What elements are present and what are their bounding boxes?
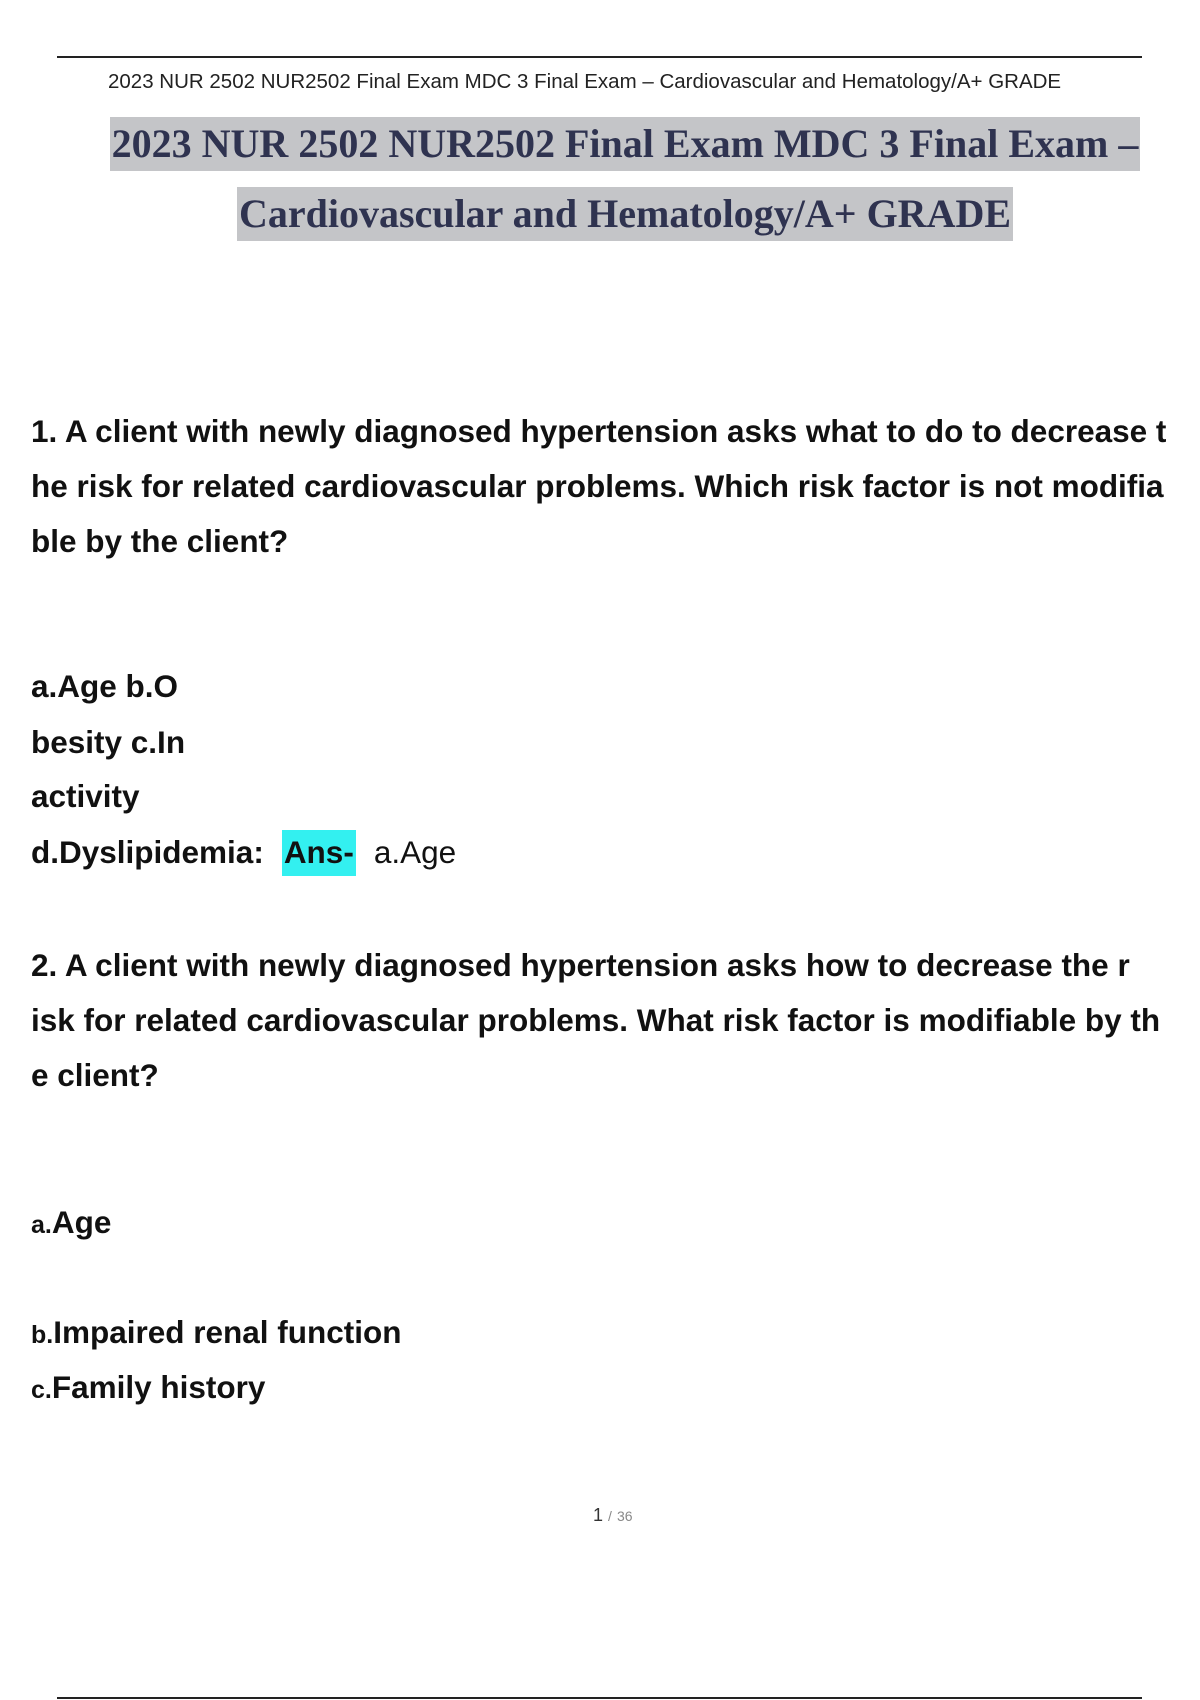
footer-rule	[57, 1697, 1142, 1699]
title-highlight: Cardiovascular and Hematology/A+ GRADE	[237, 187, 1013, 241]
question-text-line: 2. A client with newly diagnosed hypertension asks how to decrease the r	[31, 947, 1130, 983]
title-highlight: 2023 NUR 2502 NUR2502 Final Exam MDC 3 Final Exam –	[110, 117, 1141, 171]
option-prefix: b.	[31, 1321, 54, 1349]
option-prefix: a.	[31, 1211, 52, 1239]
page-separator: /	[608, 1508, 612, 1524]
question-1-answer-line	[31, 834, 457, 870]
answer-value: a.Age	[373, 834, 457, 870]
header-rule	[57, 56, 1142, 58]
option-text: Impaired renal function	[53, 1314, 402, 1350]
option-d-text: d.Dyslipidemia:	[31, 834, 264, 870]
running-header: 2023 NUR 2502 NUR2502 Final Exam MDC 3 Final Exam – Cardiovascular and Hematology/A+ GRADE	[108, 70, 1062, 93]
question-2-option-b	[31, 1314, 402, 1350]
answer-label: Ans-	[282, 830, 356, 876]
question-text-line: ble by the client?	[31, 523, 289, 559]
document-title-line-1	[0, 121, 1200, 166]
question-text-line: 1. A client with newly diagnosed hypertension asks what to do to decrease t	[31, 413, 1167, 449]
page-number	[593, 1505, 633, 1526]
page-total: 36	[616, 1508, 633, 1524]
option-text: Age	[51, 1204, 112, 1240]
question-2-option-a	[31, 1204, 112, 1240]
option-text: Family history	[51, 1369, 266, 1405]
question-2	[31, 938, 1200, 1103]
question-text-line: isk for related cardiovascular problems. What risk factor is modifiable by th	[31, 1002, 1161, 1038]
page-current: 1	[593, 1505, 604, 1525]
question-2-option-c	[31, 1369, 266, 1405]
question-1-option-line: activity	[31, 778, 140, 814]
question-text-line: he risk for related cardiovascular problems. Which risk factor is not modifia	[31, 468, 1164, 504]
question-text-line: e client?	[31, 1057, 159, 1093]
document-title-line-2	[0, 191, 1200, 236]
option-prefix: c.	[31, 1376, 52, 1404]
question-1	[31, 404, 1200, 569]
question-1-option-line: besity c.In	[31, 724, 186, 760]
question-1-option-line: a.Age b.O	[31, 668, 179, 704]
